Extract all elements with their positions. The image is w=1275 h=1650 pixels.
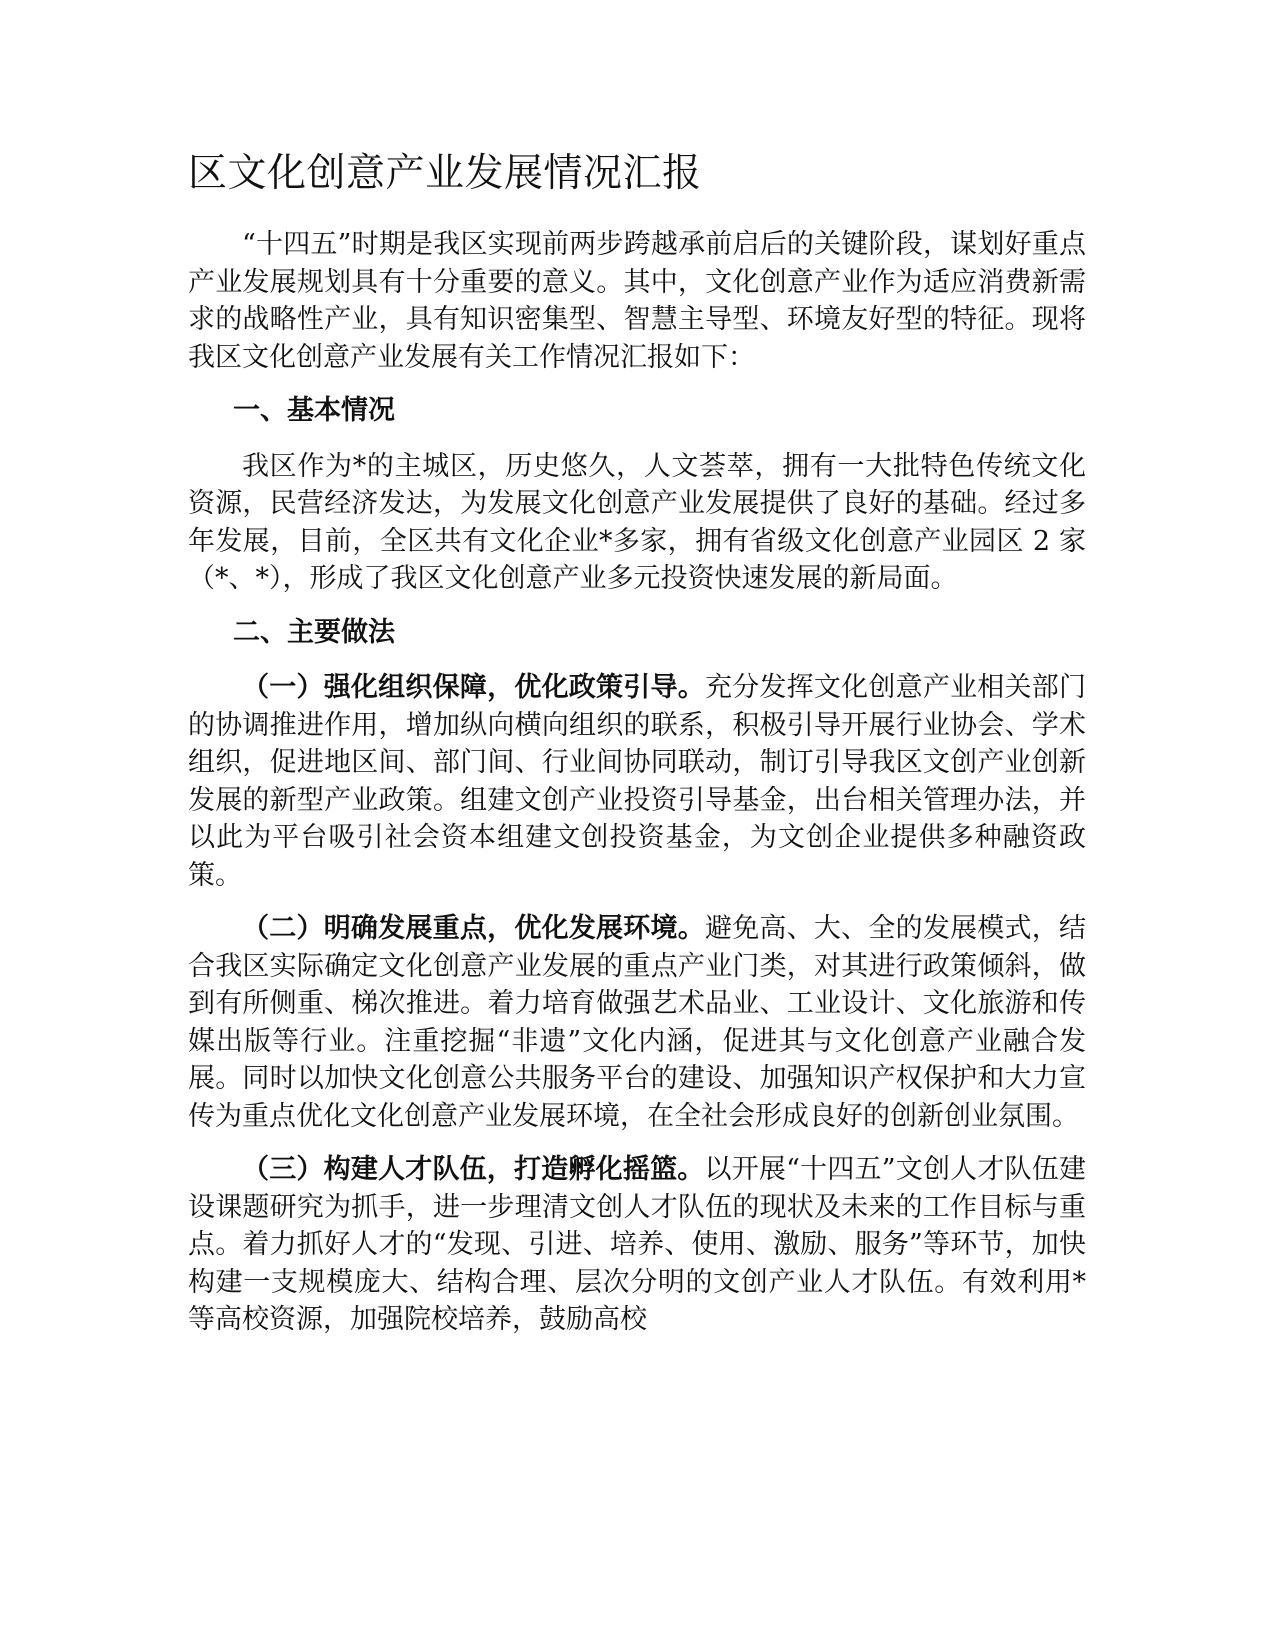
basic-situation-paragraph: 我区作为*的主城区，历史悠久，人文荟萃，拥有一大批特色传统文化资源，民营经济发达，为发展文化创意产业发展提供了良好的基础。经过多年发展，目前，全区共有文化企业*多家，拥有省级文化创意产业园区 2 家（*、*），形成了我区文化创意产业多元投资快速发展的新局面。 bbox=[188, 450, 1086, 594]
section-heading-main-practices: 二、主要做法 bbox=[233, 616, 395, 648]
practice-paragraph-1 bbox=[188, 669, 1086, 894]
practice-lead-1: （一）强化组织保障，优化政策引导。 bbox=[242, 672, 705, 703]
practice-lead-3: （三）构建人才队伍，打造孵化摇篮。 bbox=[242, 1154, 705, 1185]
practice-body-2: 避免高、大、全的发展模式，结合我区实际确定文化创意产业发展的重点产业门类，对其进行政策倾斜，做到有所侧重、梯次推进。着力培育做强艺术品业、工业设计、文化旅游和传媒出版等行业。注重挖掘“非遗”文化内涵，促进其与文化创意产业融合发展。同时以加快文化创意公共服务平台的建设、加强知识产权保护和大力宣传为重点优化文化创意产业发展环境，在全社会形成良好的创新创业氛围。 bbox=[188, 913, 1087, 1132]
practice-lead-2: （二）明确发展重点，优化发展环境。 bbox=[242, 913, 705, 944]
practice-body-3: 以开展“十四五”文创人才队伍建设课题研究为抓手，进一步理清文创人才队伍的现状及未来的工作目标与重点。着力抓好人才的“发现、引进、培养、使用、激励、服务”等环节，加快构建一支规模庞大、结构合理、层次分明的文创产业人才队伍。有效利用*等高校资源，加强院校培养，鼓励高校 bbox=[188, 1154, 1087, 1335]
document-page bbox=[188, 140, 1086, 1355]
intro-paragraph: “十四五”时期是我区实现前两步跨越承前启后的关键阶段，谋划好重点产业发展规划具有十分重要的意义。其中，文化创意产业作为适应消费新需求的战略性产业，具有知识密集型、智慧主导型、环境友好型的特征。现将我区文化创意产业发展有关工作情况汇报如下： bbox=[188, 229, 1086, 373]
document-title: 区文化创意产业发展情况汇报 bbox=[188, 151, 702, 196]
practice-paragraph-2 bbox=[188, 910, 1086, 1135]
practice-paragraph-3 bbox=[188, 1151, 1086, 1339]
section-heading-basic-situation: 一、基本情况 bbox=[233, 395, 395, 426]
practice-body-1: 充分发挥文化创意产业相关部门的协调推进作用，增加纵向横向组织的联系，积极引导开展行业协会、学术组织，促进地区间、部门间、行业间协同联动，制订引导我区文创产业创新发展的新型产业政策。组建文创产业投资引导基金，出台相关管理办法，并以此为平台吸引社会资本组建文创投资基金，为文创企业提供多种融资政策。 bbox=[188, 672, 1087, 891]
